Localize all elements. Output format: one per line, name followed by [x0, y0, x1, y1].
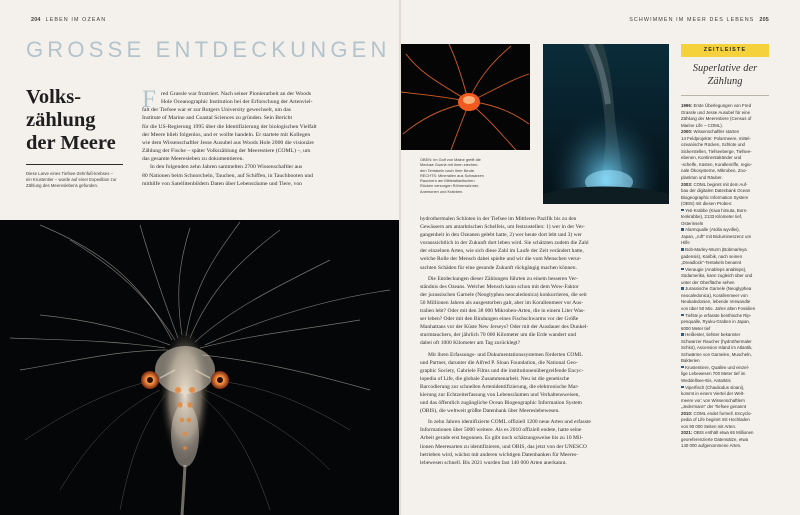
body-line: sturmtauchers, der jährlich 70 000 Kilometer um die Erde wandert und	[420, 332, 576, 339]
bullet-square-icon	[681, 287, 684, 290]
folio-left	[26, 17, 106, 23]
timeline-title: Superlative der Zählung	[692, 63, 758, 87]
timeline-text: plankton und Räuber.	[681, 175, 723, 181]
caption-line: Rauchern am Mittelatlantischen	[420, 178, 475, 184]
jellyfish-photo	[401, 44, 530, 150]
black-smoker-photo	[543, 44, 669, 204]
timeline-text: Biogeographic Information System	[681, 194, 749, 200]
timeline-text: Japan, „ruft" mit Biolumineszenz um	[681, 233, 752, 239]
timeline-text: meere vor; von Wissenschaftlern	[681, 397, 745, 403]
timeline-text: Osterinseln	[681, 220, 704, 226]
caption-line: RECHTS: Mineralien aus Schwarzen	[420, 172, 484, 178]
timeline-text: penqualle, Ryuku-Graben in Japan,	[681, 319, 751, 325]
hydrothermal-vent-illustration	[543, 44, 669, 204]
intro-line: falt der Tiefsee war er zur Rutgers University gewechselt, um das	[142, 107, 291, 114]
intro-line: Institute of Marine and Coastal Sciences zu gründen. Sein Bericht	[142, 115, 293, 122]
caption-line: OBEN: Im Golf von Maine greift die	[420, 157, 481, 162]
caption-text: Diese Larve eines Tiefsee-Zehnfuß-krebses – ein Krustentier – wurde auf einer Expedition zur Zählung des Meereslebens gefunden.	[26, 171, 117, 189]
intro-line: wie dem Wissenschaftler Jesse Ausubel aus Woods Hole 2000 die visionäre	[142, 139, 314, 146]
body-line: lebewesen schnell. Bis 2021 wurden fast 140 000 Arten anerkannt.	[420, 459, 567, 466]
body-line: (OBIS), die weltweit größte Datenbank über Meereslebewesen.	[420, 408, 560, 415]
caption-line: Anemonen und Krabben.	[420, 188, 464, 194]
body-line: welche Rolle der Mensch dabei spielte und wir die vom Menschen verur-	[420, 256, 582, 263]
body-line: ständnis des Ozeans. Welcher Mensch kann schon mit dem Wow-Faktor	[420, 283, 579, 290]
intro-line: 80 Nationen beim Schnorcheln, Tauchen, auf Schiffen, in Tauchbooten und	[142, 172, 314, 179]
timeline-text: Hilfe	[681, 240, 690, 246]
timeline-text: OBIS enthält etwa 65 Millionen	[693, 430, 754, 436]
timeline-text: kommt in einem Viertel der Welt-	[681, 391, 745, 397]
timeline-text: 6000 Meter tief	[681, 325, 711, 331]
timeline-text: Neukaledonien, lebende Verwandte	[681, 299, 751, 305]
timeline-text: Bob-Marley-Wurm (Bobmarleya	[685, 247, 747, 253]
timeline-text: -schelfe, Küsten, Korallenriffe, regio-	[681, 161, 752, 167]
bullet-square-icon	[681, 314, 684, 317]
intro-line: Zählung der Fische – später Volkszählung der Meerestiere (COML) –, um	[142, 148, 311, 155]
timeline-entries	[681, 103, 771, 450]
headline-rule	[26, 164, 123, 165]
timeline-text: ozeanische Rücken, Schlote und	[681, 142, 745, 148]
timeline-text: Zählung der Meerestiere (Census of	[681, 116, 752, 122]
timeline-text: pedia of Life beginnt mit Hochladen	[681, 417, 750, 423]
timeline-text: Wissenschaftler starten	[693, 129, 740, 135]
caption-line: den Tentakeln nach Ihrer Beute.	[420, 167, 476, 173]
body-line: 50 Millionen Jahren als ausgestorben galt, aber im Korallenmeer vor Aus-	[420, 299, 583, 306]
intro-text	[142, 86, 384, 188]
body-line: sachten Schäden für eine gesunde Zukunft rückgängig machen können.	[420, 264, 577, 271]
larva-photo	[0, 220, 399, 515]
timeline-text: Bakterien	[681, 358, 700, 364]
medusa-illustration	[401, 44, 530, 150]
timeline-label: ZEITLEISTE	[681, 44, 769, 57]
timeline-text: lige Lebewesen 700 Meter tief im	[681, 371, 746, 377]
body-line: und das öffentlich zugängliche Ocean Biogeographic Information System	[420, 400, 582, 407]
timeline-text: Weddellsee-Eis, Antarktis	[681, 377, 731, 383]
timeline-text: Südamerika, kann zugleich über und	[681, 273, 753, 279]
page-number-left: 204	[31, 17, 41, 23]
timeline-text: georeferenzierte Datensätze, etwa	[681, 436, 749, 442]
timeline-text: COML endet formell. Encyclo-	[693, 410, 752, 416]
body-line: kierung zur Echtzeiterfassung von Lebensräumen und Verhaltensweisen,	[420, 391, 580, 398]
body-line: der einzelnen Arten, wie sich diese Zahl im Laufe der Zeit verändert hatte,	[420, 248, 584, 255]
timeline-year: 1996:	[681, 103, 694, 108]
bullet-square-icon	[681, 228, 684, 231]
timeline-text: Tiefste je erfasste benthische Rip-	[685, 312, 752, 318]
timeline-text: Schwarzer Raucher (hydrothermaler	[681, 338, 752, 344]
timeline-text: 140 000 aufgenommene Arten.	[681, 443, 742, 449]
timeline-text: COML beginnt mit dem Auf-	[693, 181, 748, 187]
timeline-text: Yeti-Krabbe (Kiwa hirsuta, Bors-	[685, 207, 748, 213]
timeline-text: Schlot), Ascension Island im Atlantik,	[681, 345, 753, 351]
timeline-line	[681, 443, 771, 450]
bullet-square-icon	[681, 333, 684, 336]
timeline-text: von 90 000 Seiten mit Arten.	[681, 423, 737, 429]
body-line: Barcodierung zur schnellen Artenidentifizierung, die elektronische Mar-	[420, 383, 579, 390]
page-number-right: 205	[759, 17, 769, 23]
body-line: gangenheit in den Ozeanen gelebt hatte, 2) wer heute dort lebt und 3) wer	[420, 232, 582, 239]
body-line: Mit ihren Erfassungs- und Dokumentationssystemen förderten COML	[428, 351, 583, 358]
body-line: graphic Society, Gabriele Films und die institutionenübergreifende Encyc-	[420, 367, 584, 374]
body-line: hydrothermalen Schloten in der Tiefsee im Mittleren Pazifik bis zu den	[420, 216, 577, 222]
timeline-rule	[681, 95, 769, 96]
timeline-text: (OBIS) mit diesen Proben:	[681, 201, 733, 207]
timeline-text: Krustentiere, Quallen und einzel-	[685, 364, 750, 370]
timeline-year: 2003:	[681, 181, 694, 187]
timeline-text: Schwärme von Garnelen, Muscheln,	[681, 351, 752, 357]
body-line: Gewässern am antarktischen Schelfeis, um festzustellen: 1) wer in der Ver-	[420, 224, 585, 231]
folio-right	[629, 17, 774, 23]
timeline-text: Jurassische Garnele (Neoglyphea	[685, 286, 752, 292]
timeline-text: Grassle und Jesse Ausubel für eine	[681, 109, 751, 115]
bullet-square-icon	[681, 386, 684, 389]
timeline-text: bau der digitalen Datenbank Ocean	[681, 188, 751, 194]
section-name-left: LEBEN IM OZEAN	[45, 17, 107, 23]
timeline-text: gadensis), Karibik, nach seinen	[681, 253, 743, 259]
body-line: tralien lebt? Oder mit den 38 000 Mikroben-Arten, die in einem Liter Was-	[420, 308, 585, 315]
caption-line: Rücken versorgen Röhrenwürmer,	[420, 183, 480, 189]
timeline-text: neocaledonica), Korallenmeer von	[681, 292, 748, 298]
timeline-text: nale Ökosysteme, Mikroben, Zoo-	[681, 168, 747, 174]
bullet-square-icon	[681, 366, 684, 369]
timeline-year: 2000:	[681, 129, 694, 135]
headline-line-1: Volks-	[26, 86, 82, 108]
intro-line: red Grassle war frustriert. Nach seiner Pionierarbeit an der Woods	[161, 91, 312, 97]
body-line: lionen Meeresarten zu identifizieren, und OBIS, das jetzt von der UNESCO	[420, 443, 587, 450]
photo-caption	[420, 157, 546, 194]
bullet-square-icon	[681, 209, 684, 212]
larva-caption	[26, 171, 118, 190]
intro-line: Hole Oceanographic Institution bei der Erforschung der Artenviel-	[161, 99, 313, 106]
timeline-text: Heißester, tiefster bekannter	[685, 332, 741, 338]
section-title: GROSSE ENTDECKUNGEN	[26, 37, 391, 62]
body-line: und Partner, darunter die Alfred P. Sloan Foundation, die National Geo-	[420, 359, 578, 366]
timeline-text: unter der Oberfläche sehen	[681, 279, 735, 285]
body-line: voraussichtlich in der Zukunft dort leben wird. Sie schätzten zudem die Zahl	[420, 240, 589, 247]
timeline-text: Sickerstellen, Tiefseeberge, Tiefsee-	[681, 148, 752, 154]
timeline-text: Vieraugie (Anableps anableps),	[685, 266, 747, 272]
intro-line: In den folgenden zehn Jahren sammelten 2700 Wissenschaftler aus	[150, 164, 303, 171]
body-line: In zehn Jahren identifizierte COML offiziell 1200 neue Arten und erfasste	[428, 419, 591, 426]
intro-line: mithilfe von Satellitenbildern Daten über Lebensräume und Tiere, von	[142, 180, 303, 187]
body-line: Manhattans vor der Küste New Jerseys? Oder mit der Ausdauer des Dunkel-	[420, 324, 589, 331]
body-line: lopedia of Life, die globale Zusammenarbeit. Neu ist die genetische	[420, 375, 570, 382]
timeline-text: „Dreadlock"-Tentakeln benannt	[681, 260, 742, 266]
bullet-square-icon	[681, 268, 684, 271]
article-headline	[26, 86, 144, 155]
timeline-year: 2010:	[681, 410, 694, 416]
article-body	[420, 215, 668, 467]
timeline-text: 14 Feldprojekte: Polarmeere, mittel-	[681, 135, 751, 141]
timeline-text: „Jedermann" der Tiefsee genannt	[681, 404, 747, 410]
body-line: Arbeit gerade erst begonnen. Es gibt noch schätzungsweise bis zu 10 Mil-	[420, 435, 583, 442]
body-line: Informationen über 5000 weitere. Als es 2010 offiziell endete, hatte seine	[420, 427, 582, 434]
timeline-text: Viperfisch (Chauliodus sloani),	[685, 384, 745, 390]
body-line: betrieben wird, wächst mit anderen wichtigen Datenbanken für Meeres-	[420, 451, 579, 458]
headline-line-3: der Meere	[26, 132, 116, 154]
intro-line: der Meere blieb folgenlos, und er wollte handeln. Er startete mit Kollegen	[142, 131, 311, 138]
timeline-text: Erste Überlegungen von Fred	[693, 103, 752, 108]
headline-line-2: zählung	[26, 109, 96, 131]
timeline-text: tenkrabbe), 2133 Kilometer tief,	[681, 214, 743, 220]
timeline-text: Alarmqualle (Atolla wyvillei),	[685, 227, 740, 233]
intro-line: für die US-Regierung 1995 über die Identifizierung der biologischen Vielfalt	[142, 123, 317, 130]
bullet-square-icon	[681, 248, 684, 251]
timeline-text: ebenen, Kontinentalränder und	[681, 155, 742, 161]
timeline-text: Marine Life – COML).	[681, 122, 723, 128]
section-name-right: SCHWIMMEN IM MEER DES LEBENS	[629, 17, 755, 23]
drop-cap: F	[142, 86, 156, 113]
timeline-year: 2021:	[681, 430, 694, 436]
body-line: dabei oft 1000 Kilometer am Tag zurücklegt?	[420, 340, 521, 347]
body-line: Die Entdeckungen dieser Zählungen führten zu einem besseren Ver-	[428, 275, 578, 282]
body-line: der jurassischen Garnele (Neoglyphea neocaledonica) konkurrieren, die seit	[420, 291, 587, 298]
intro-line: das gesamte Meeresleben zu dokumentieren.	[142, 156, 244, 163]
decapod-larva-illustration	[0, 220, 399, 515]
body-line: ser leben? Oder mit den Bindungen eines Fischschwarms vor der Größe	[420, 316, 579, 323]
timeline-text: von über 50 Mio. Jahre alten Fossilien	[681, 305, 756, 311]
caption-line: Meduse Gueria mit ihren stechen-	[420, 162, 479, 168]
